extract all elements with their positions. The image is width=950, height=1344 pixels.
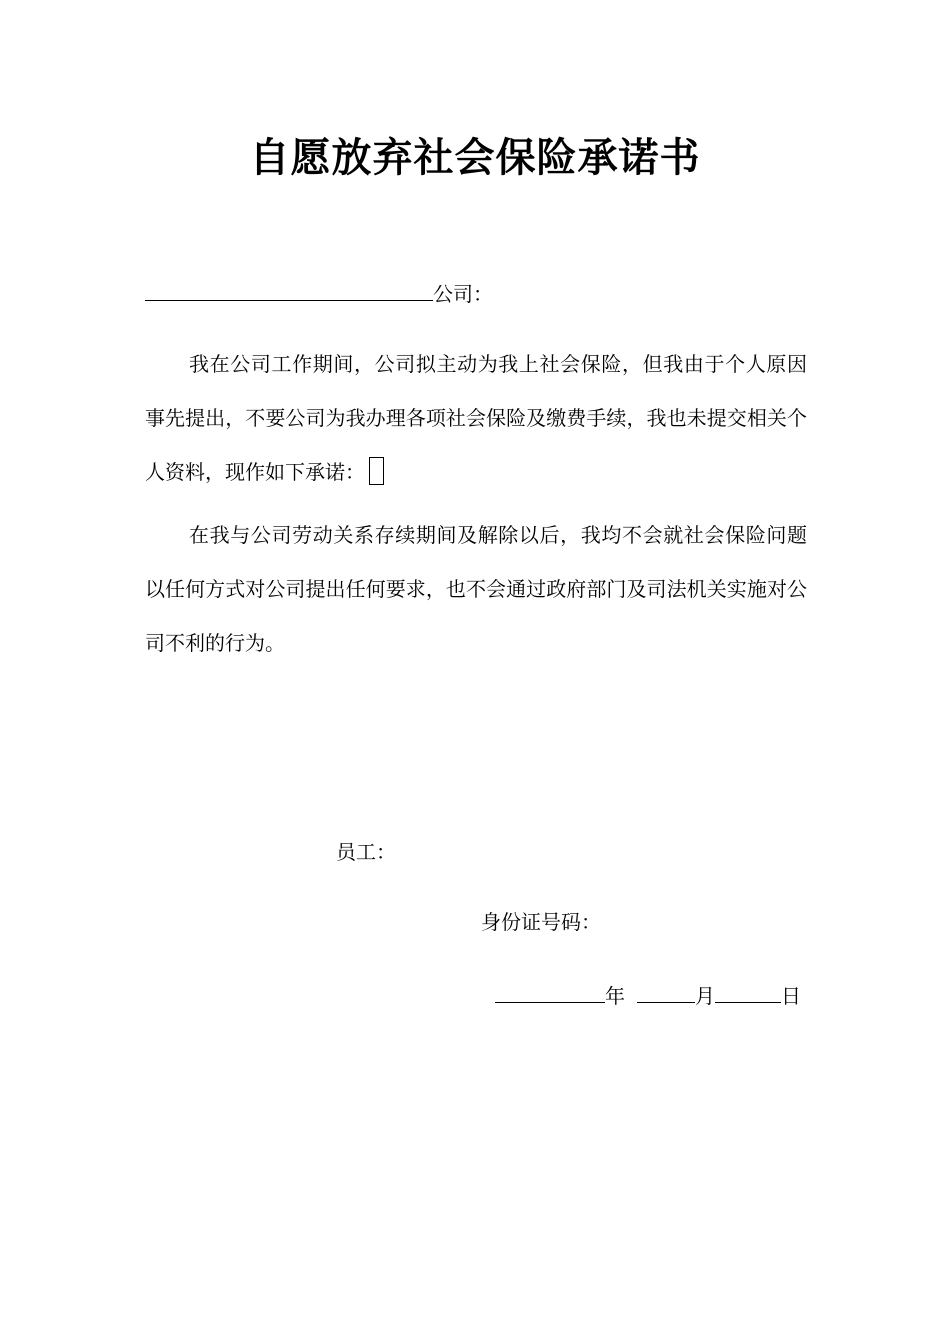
month-blank[interactable]: [637, 980, 695, 1003]
month-label: 月: [695, 984, 715, 1008]
day-blank[interactable]: [715, 980, 781, 1003]
day-label: 日: [781, 984, 801, 1008]
year-label: 年: [605, 984, 625, 1008]
date-line: [495, 980, 801, 1012]
document-title: 自愿放弃社会保险承诺书: [249, 134, 701, 181]
paragraph-2: [145, 508, 807, 670]
addressee-line: [145, 278, 493, 310]
year-blank[interactable]: [495, 980, 605, 1003]
addressee-suffix: 公司：: [433, 282, 493, 306]
paragraph-2-text: 在我与公司劳动关系存续期间及解除以后，我均不会就社会保险问题以任何方式对公司提出任何要求，也不会通过政府部门及司法机关实施对公司不利的行为。: [145, 523, 807, 655]
paragraph-1-text: 我在公司工作期间，公司拟主动为我上社会保险，但我由于个人原因事先提出，不要公司为我办理各项社会保险及缴费手续，我也未提交相关个人资料，现作如下承诺：: [145, 352, 807, 484]
text-cursor-box: [369, 457, 384, 485]
employee-signature-label: 员工：: [336, 840, 396, 864]
paragraph-1: [145, 337, 807, 499]
id-number-label: 身份证号码：: [481, 910, 601, 934]
company-name-blank[interactable]: [145, 278, 433, 301]
